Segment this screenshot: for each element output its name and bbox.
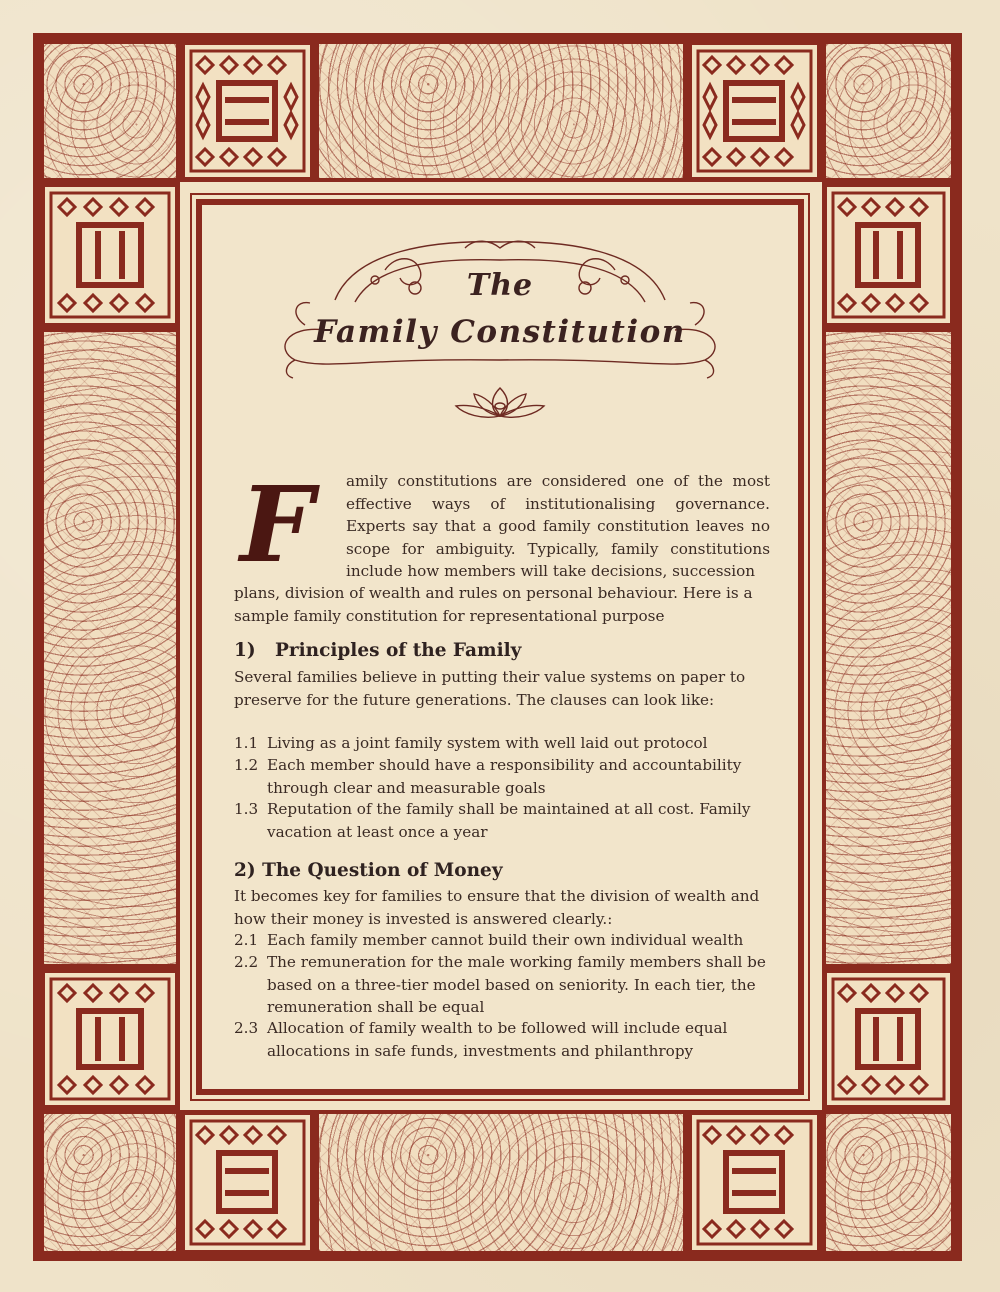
list-item-text: Each member should have a responsibility and accountability through clear and measurable goals <box>267 756 742 797</box>
intro-paragraph-indented: amily constitutions are considered one of the most effective ways of institutionalising governance. Experts say that a good family constitution leaves no scope for ambiguity. Typically, family constitutions include how members will take decisions, succession <box>346 472 770 580</box>
section-heading-principles <box>234 640 521 661</box>
list-item-number: 1.1 <box>234 734 259 752</box>
tile-geometric-icon <box>827 187 950 323</box>
list-item-number: 1.2 <box>234 756 259 774</box>
drop-cap-letter: F <box>240 463 314 586</box>
section-heading-text: 2) The Question of Money <box>234 860 503 881</box>
section-paragraph-money: It becomes key for families to ensure that the division of wealth and how their money is invested is answered clearly.: <box>234 887 760 928</box>
list-item-number: 2.2 <box>234 953 259 971</box>
ornament-tile-left-lower <box>40 968 180 1110</box>
list-item-number: 2.1 <box>234 931 259 949</box>
list-item-text: Allocation of family wealth to be followed will include equal allocations in safe funds, investments and philanthropy <box>267 1019 728 1060</box>
list-item-text: Reputation of the family shall be maintained at all cost. Family vacation at least once a year <box>267 800 751 841</box>
border-pattern-right-column <box>822 328 955 968</box>
list-item-text: Living as a joint family system with well laid out protocol <box>267 734 708 752</box>
section-heading-text: 1) Principles of the Family <box>234 640 522 661</box>
list-item-text: Each family member cannot build their own individual wealth <box>267 931 744 949</box>
tile-geometric-icon <box>45 187 175 323</box>
section-heading-money <box>234 860 503 881</box>
title-block <box>265 230 735 390</box>
tile-geometric-icon <box>692 1115 817 1250</box>
border-pattern-left-column <box>40 328 180 968</box>
tile-geometric-icon <box>45 973 175 1105</box>
ornament-tile-left-upper <box>40 182 180 328</box>
title-line-the: The <box>466 268 534 303</box>
section-paragraph-principles: Several families believe in putting their value systems on paper to preserve for the future generations. The clauses can look like: <box>234 668 746 709</box>
ornament-tile-bottom-left <box>180 1110 315 1255</box>
border-pattern-top-center <box>315 40 687 182</box>
tile-geometric-icon <box>692 45 817 177</box>
list-item-number: 1.3 <box>234 800 259 818</box>
title-line-main: Family Constitution <box>314 314 686 350</box>
border-pattern-bottom-left-corner <box>40 1110 180 1255</box>
ornament-tile-right-lower <box>822 968 955 1110</box>
ornament-tile-top-left <box>180 40 315 182</box>
tile-geometric-icon <box>827 973 950 1105</box>
lotus-icon <box>452 380 548 424</box>
ornament-tile-right-upper <box>822 182 955 328</box>
border-pattern-bottom-right-corner <box>822 1110 955 1255</box>
ornament-tile-top-right <box>687 40 822 182</box>
tile-geometric-icon <box>185 45 310 177</box>
tile-geometric-icon <box>185 1115 310 1250</box>
ornament-tile-bottom-right <box>687 1110 822 1255</box>
border-pattern-top-left-corner <box>40 40 180 182</box>
border-pattern-top-right-corner <box>822 40 955 182</box>
list-item-text: The remuneration for the male working family members shall be based on a three-tier model based on seniority. In each tier, the remuneration shall be equal <box>267 953 766 1016</box>
list-item-number: 2.3 <box>234 1019 259 1037</box>
title-ornament-icon <box>265 230 735 390</box>
border-pattern-bottom-center <box>315 1110 687 1255</box>
intro-paragraph-continued: plans, division of wealth and rules on personal behaviour. Here is a sample family constitution for representational purpose <box>234 584 753 625</box>
